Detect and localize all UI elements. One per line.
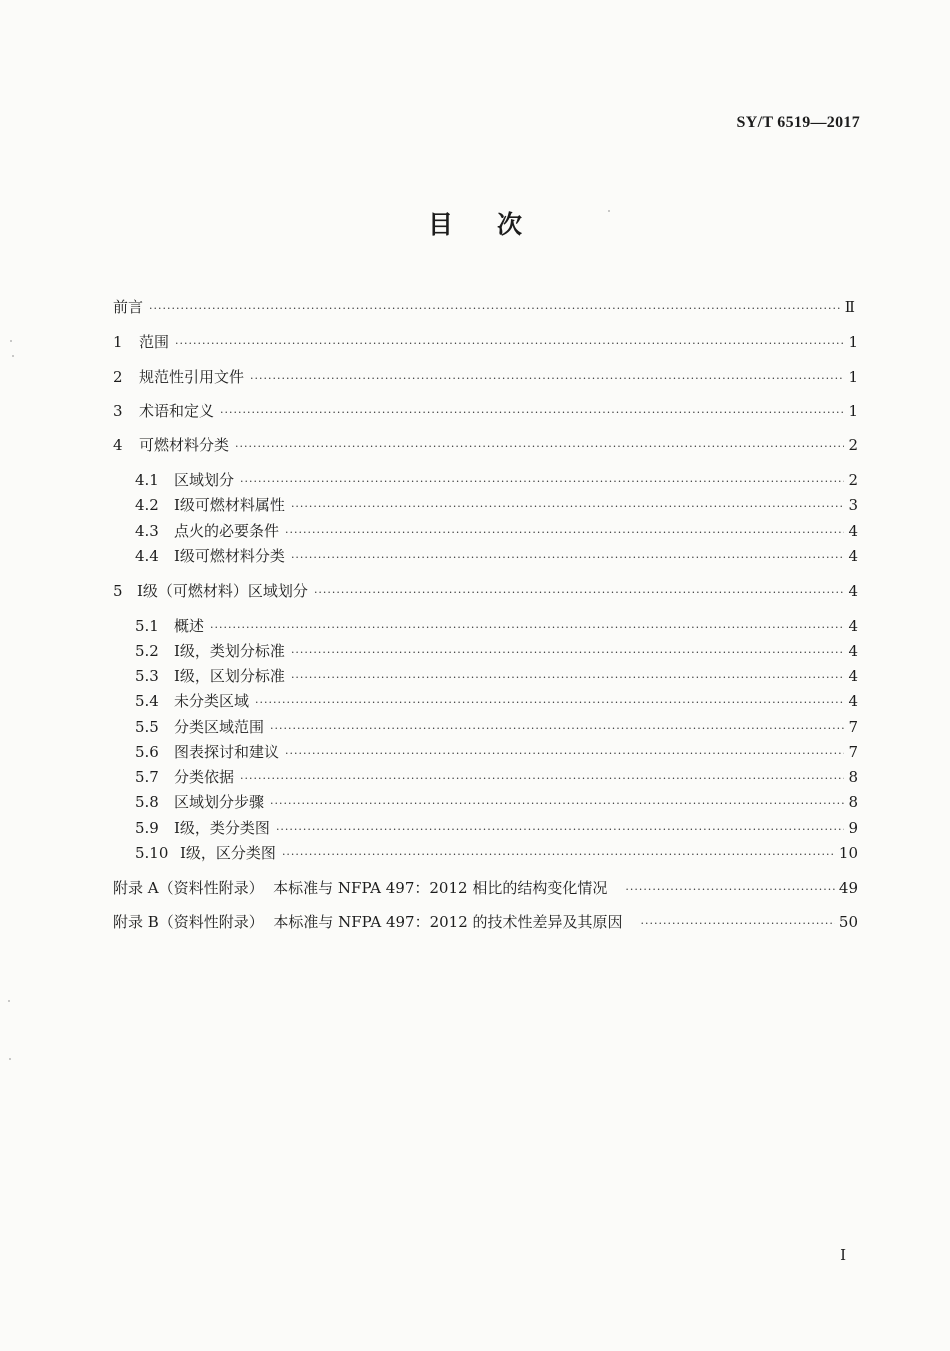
dot-leader (210, 617, 844, 639)
toc-entry-4-2[interactable] (135, 494, 858, 516)
toc-page: 8 (848, 768, 858, 786)
dot-leader (276, 819, 844, 841)
toc-number: 2 (113, 368, 123, 386)
scan-speck (8, 1000, 10, 1002)
toc-entry-4-1[interactable] (135, 469, 858, 491)
toc-number: 5.5 (135, 718, 159, 736)
toc-number: 5.2 (135, 642, 159, 660)
toc-label: Ⅰ级，区分类图 (180, 844, 276, 862)
toc-page: 4 (848, 522, 858, 540)
dot-leader (282, 844, 835, 866)
dot-leader (285, 522, 844, 544)
toc-page: 2 (848, 436, 858, 454)
scan-speck (9, 1058, 11, 1060)
toc-label: Ⅰ级（可燃材料）区域划分 (137, 582, 308, 600)
toc-entry-4[interactable] (113, 434, 858, 456)
toc-page: 3 (848, 496, 858, 514)
toc-entry-5-6[interactable] (135, 741, 858, 763)
toc-label: 图表探讨和建议 (174, 743, 280, 761)
dot-leader (285, 743, 844, 765)
toc-number: 4.3 (135, 522, 159, 540)
toc-page: 7 (848, 718, 858, 736)
title-char-1: 目 (427, 210, 453, 239)
dot-leader (314, 582, 844, 604)
toc-number: 5.9 (135, 819, 159, 837)
dot-leader (291, 642, 844, 664)
toc-label: 范围 (139, 333, 170, 351)
scan-speck (10, 340, 12, 342)
standard-code: SY/T 6519—2017 (736, 114, 860, 131)
dot-leader (220, 402, 844, 424)
toc-page: 4 (848, 582, 858, 600)
toc-page: 4 (848, 547, 858, 565)
dot-leader (235, 436, 844, 458)
toc-label: Ⅰ级可燃材料属性 (174, 496, 285, 514)
toc-number: 4.2 (135, 496, 159, 514)
dot-leader (270, 718, 844, 740)
toc-entry-5[interactable] (113, 580, 858, 602)
toc-label: Ⅰ级，区划分标准 (174, 667, 285, 685)
toc-number: 5.4 (135, 692, 159, 710)
toc-page: 9 (848, 819, 858, 837)
toc-entry-5-9[interactable] (135, 817, 858, 839)
dot-leader (255, 692, 844, 714)
toc-label: 分类区域范围 (174, 718, 265, 736)
toc-number: 5.1 (135, 617, 159, 635)
toc-label: 概述 (174, 617, 205, 635)
toc-page: 4 (848, 617, 858, 635)
toc-label: 术语和定义 (139, 402, 215, 420)
dot-leader (270, 793, 844, 815)
toc-entry-5-4[interactable] (135, 690, 858, 712)
dot-leader (250, 368, 844, 390)
toc-label: 可燃材料分类 (139, 436, 230, 454)
toc-number: 5.6 (135, 743, 159, 761)
toc-label: 规范性引用文件 (139, 368, 245, 386)
toc-page: 1 (848, 333, 858, 351)
scan-speck (12, 355, 14, 357)
toc-entry-5-1[interactable] (135, 615, 858, 637)
toc-entry-5-10[interactable] (135, 842, 858, 864)
dot-leader (291, 667, 844, 689)
toc-label: 区域划分 (174, 471, 235, 489)
toc-number: 1 (113, 333, 123, 351)
toc-entry-5-2[interactable] (135, 640, 858, 662)
dot-leader (625, 879, 835, 901)
toc-page: 10 (838, 844, 858, 862)
toc-number: 5.8 (135, 793, 159, 811)
title-char-2: 次 (497, 210, 523, 239)
toc-label: 分类依据 (174, 768, 235, 786)
toc-entry-4-4[interactable] (135, 545, 858, 567)
toc-entry-foreword[interactable] (113, 296, 855, 318)
toc-entry-1[interactable] (113, 331, 858, 353)
toc-page: Ⅱ (844, 298, 855, 316)
toc-page: 2 (848, 471, 858, 489)
toc-page: 4 (848, 667, 858, 685)
toc-number: 5.7 (135, 768, 159, 786)
toc-entry-5-3[interactable] (135, 665, 858, 687)
toc-label: 区域划分步骤 (174, 793, 265, 811)
toc-number: 5 (113, 582, 123, 600)
dot-leader (175, 333, 844, 355)
toc-page: 49 (838, 879, 858, 897)
toc-entry-appendix-b[interactable] (113, 911, 858, 933)
toc-label: 点火的必要条件 (174, 522, 280, 540)
toc-number: 4.4 (135, 547, 159, 565)
dot-leader (641, 913, 835, 935)
toc-entry-4-3[interactable] (135, 520, 858, 542)
toc-entry-5-5[interactable] (135, 716, 858, 738)
page-title (0, 205, 950, 241)
toc-label: 附录 B（资料性附录） 本标准与 NFPA 497：2012 的技术性差异及其原因 (113, 913, 623, 931)
dot-leader (240, 471, 844, 493)
toc-page: 4 (848, 692, 858, 710)
dot-leader (149, 298, 841, 320)
toc-number: 4.1 (135, 471, 159, 489)
toc-page: 1 (848, 368, 858, 386)
toc-label: 附录 A（资料性附录） 本标准与 NFPA 497：2012 相比的结构变化情况 (113, 879, 608, 897)
page-number: Ⅰ (840, 1246, 846, 1264)
toc-label: Ⅰ级，类划分标准 (174, 642, 285, 660)
toc-number: 5.3 (135, 667, 159, 685)
toc-number: 4 (113, 436, 123, 454)
toc-label: 前言 (113, 298, 144, 316)
dot-leader (291, 547, 844, 569)
toc-page: 4 (848, 642, 858, 660)
toc-page: 8 (848, 793, 858, 811)
dot-leader (291, 496, 844, 518)
toc-number: 3 (113, 402, 123, 420)
toc-entry-3[interactable] (113, 400, 858, 422)
toc-label: 未分类区域 (174, 692, 250, 710)
toc-page: 50 (838, 913, 858, 931)
toc-label: Ⅰ级，类分类图 (174, 819, 270, 837)
toc-entry-2[interactable] (113, 366, 858, 388)
toc-entry-appendix-a[interactable] (113, 877, 858, 899)
toc-page: 7 (848, 743, 858, 761)
dot-leader (240, 768, 844, 790)
toc-label: Ⅰ级可燃材料分类 (174, 547, 285, 565)
toc-entry-5-8[interactable] (135, 791, 858, 813)
toc-page: 1 (848, 402, 858, 420)
scan-speck (608, 210, 610, 212)
toc-entry-5-7[interactable] (135, 766, 858, 788)
toc-number: 5.10 (135, 844, 169, 862)
